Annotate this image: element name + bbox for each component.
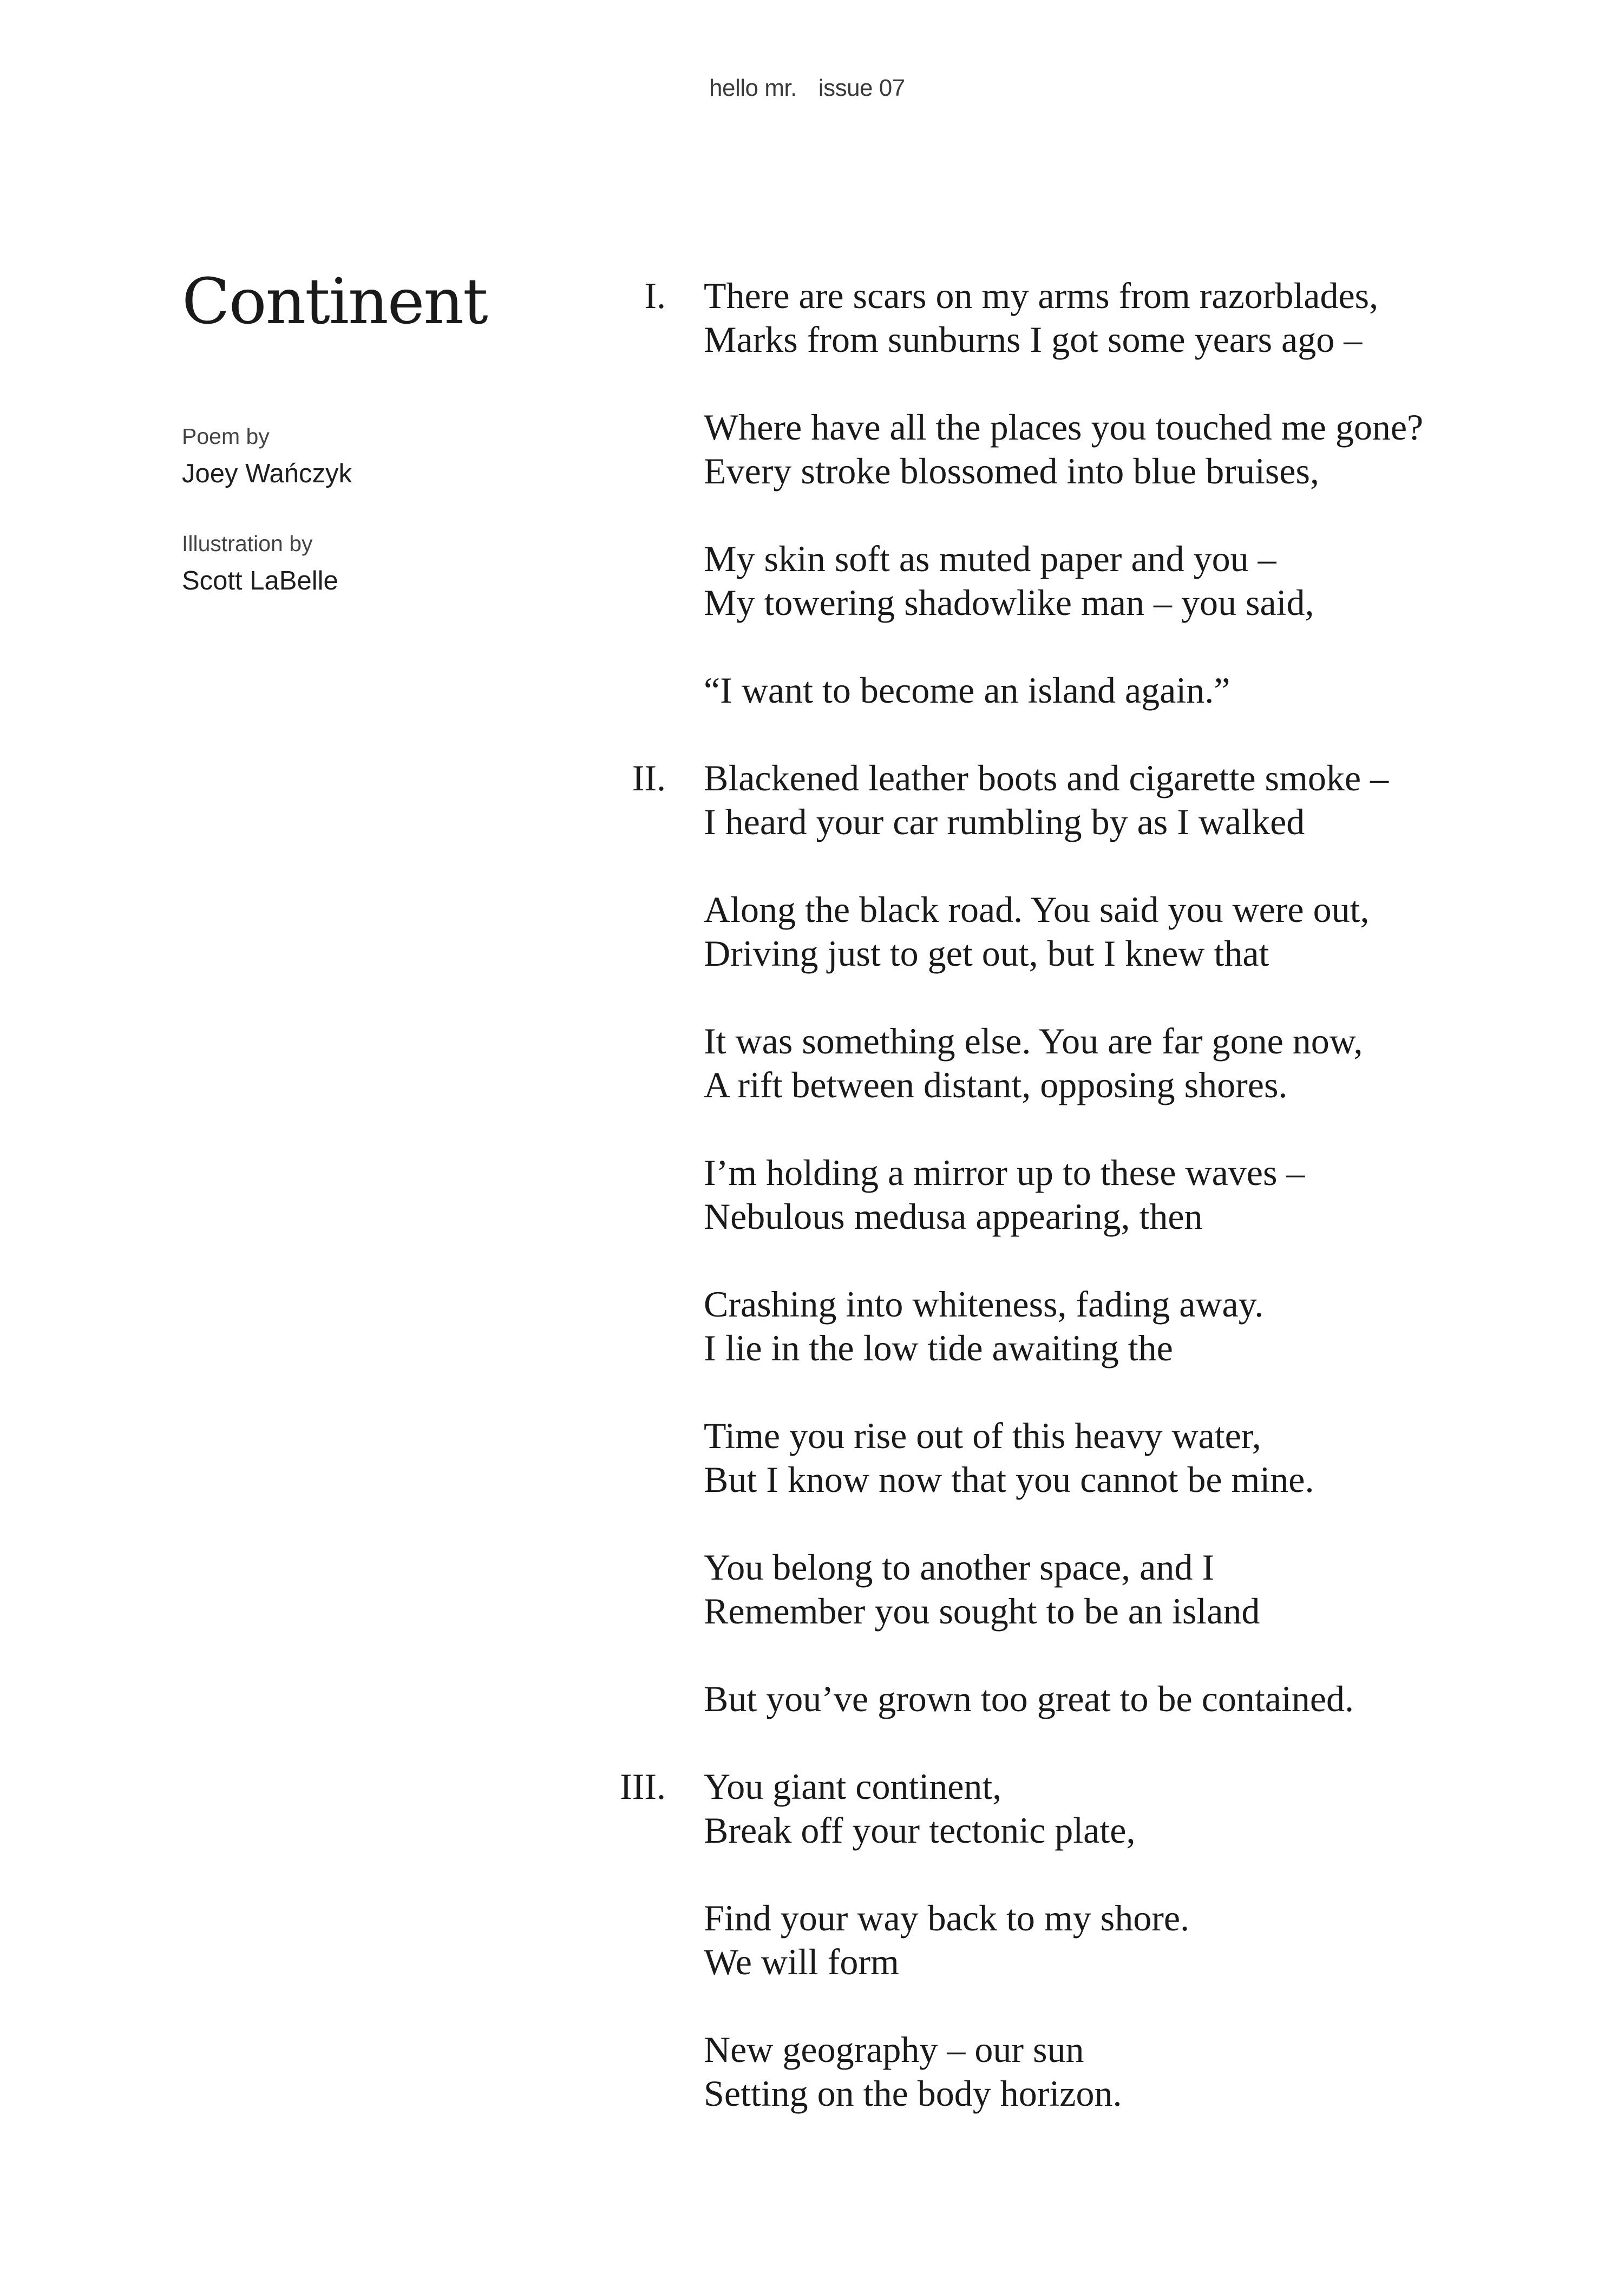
- poem-line: New geography – our sun: [704, 2029, 1084, 2070]
- stanza: [704, 1414, 1602, 1502]
- stanza: [704, 756, 1602, 844]
- poem-line: Crashing into whiteness, fading away.: [704, 1283, 1264, 1325]
- poem-line: There are scars on my arms from razorblades,: [704, 275, 1379, 316]
- poem-line: You giant continent,: [704, 1766, 1002, 1807]
- poem-line: Where have all the places you touched me gone?: [704, 407, 1424, 448]
- poem-line: We will form: [704, 1941, 899, 1982]
- poem-section-3: [595, 1765, 1602, 2116]
- poem-line: But I know now that you cannot be mine.: [704, 1459, 1314, 1500]
- stanza: [704, 1896, 1602, 1984]
- credit-illustration: [182, 527, 352, 602]
- stanza: [704, 405, 1602, 493]
- stanza: [704, 1546, 1602, 1633]
- section-numeral: I.: [644, 275, 666, 316]
- poem-line: Driving just to get out, but I knew that: [704, 933, 1269, 974]
- section-numeral: II.: [632, 757, 666, 798]
- poem-line: Blackened leather boots and cigarette smoke –: [704, 757, 1389, 798]
- poem-section-1: [595, 274, 1602, 712]
- section-numeral: III.: [620, 1766, 666, 1807]
- stanza: [704, 1019, 1602, 1107]
- credits: [182, 420, 352, 634]
- stanza: [704, 1151, 1602, 1239]
- stanza: [704, 1677, 1602, 1721]
- issue-number: issue 07: [818, 75, 905, 101]
- poem-line: Time you rise out of this heavy water,: [704, 1415, 1261, 1456]
- poem-line: Nebulous medusa appearing, then: [704, 1196, 1203, 1237]
- poem-line: Along the black road. You said you were out,: [704, 889, 1370, 930]
- poem-line: Find your way back to my shore.: [704, 1897, 1190, 1939]
- stanza: [704, 1765, 1602, 1852]
- poem-line: I lie in the low tide awaiting the: [704, 1327, 1173, 1368]
- running-header: [709, 75, 905, 102]
- stanza: [704, 274, 1602, 362]
- credit-role: Illustration by: [182, 531, 313, 556]
- poem-line: My skin soft as muted paper and you –: [704, 538, 1276, 579]
- poem-line: Break off your tectonic plate,: [704, 1810, 1136, 1851]
- poem-line: Every stroke blossomed into blue bruises,: [704, 450, 1319, 492]
- poem-line: Setting on the body horizon.: [704, 2073, 1122, 2114]
- credit-role: Poem by: [182, 424, 270, 449]
- stanza: [704, 888, 1602, 975]
- poem-title: Continent: [182, 265, 487, 338]
- magazine-name: hello mr.: [709, 75, 797, 101]
- stanza: [704, 1282, 1602, 1370]
- poem-line: You belong to another space, and I: [704, 1547, 1215, 1588]
- poem-line: A rift between distant, opposing shores.: [704, 1064, 1288, 1105]
- credit-name: Scott LaBelle: [182, 566, 338, 595]
- poem-body: [595, 274, 1602, 2159]
- poem-line: But you’ve grown too great to be contained.: [704, 1678, 1354, 1719]
- stanza: [704, 537, 1602, 625]
- poem-section-2: [595, 756, 1602, 1721]
- poem-line: Marks from sunburns I got some years ago –: [704, 319, 1363, 360]
- poem-line: Remember you sought to be an island: [704, 1590, 1260, 1632]
- poem-line: “I want to become an island again.”: [704, 670, 1230, 711]
- poem-line: My towering shadowlike man – you said,: [704, 582, 1314, 623]
- poem-line: It was something else. You are far gone now,: [704, 1020, 1363, 1062]
- stanza: [704, 2028, 1602, 2116]
- poem-line: I heard your car rumbling by as I walked: [704, 801, 1305, 842]
- stanza: [704, 669, 1602, 712]
- credit-poem: [182, 420, 352, 495]
- credit-name: Joey Wańczyk: [182, 459, 352, 488]
- poem-line: I’m holding a mirror up to these waves –: [704, 1152, 1305, 1193]
